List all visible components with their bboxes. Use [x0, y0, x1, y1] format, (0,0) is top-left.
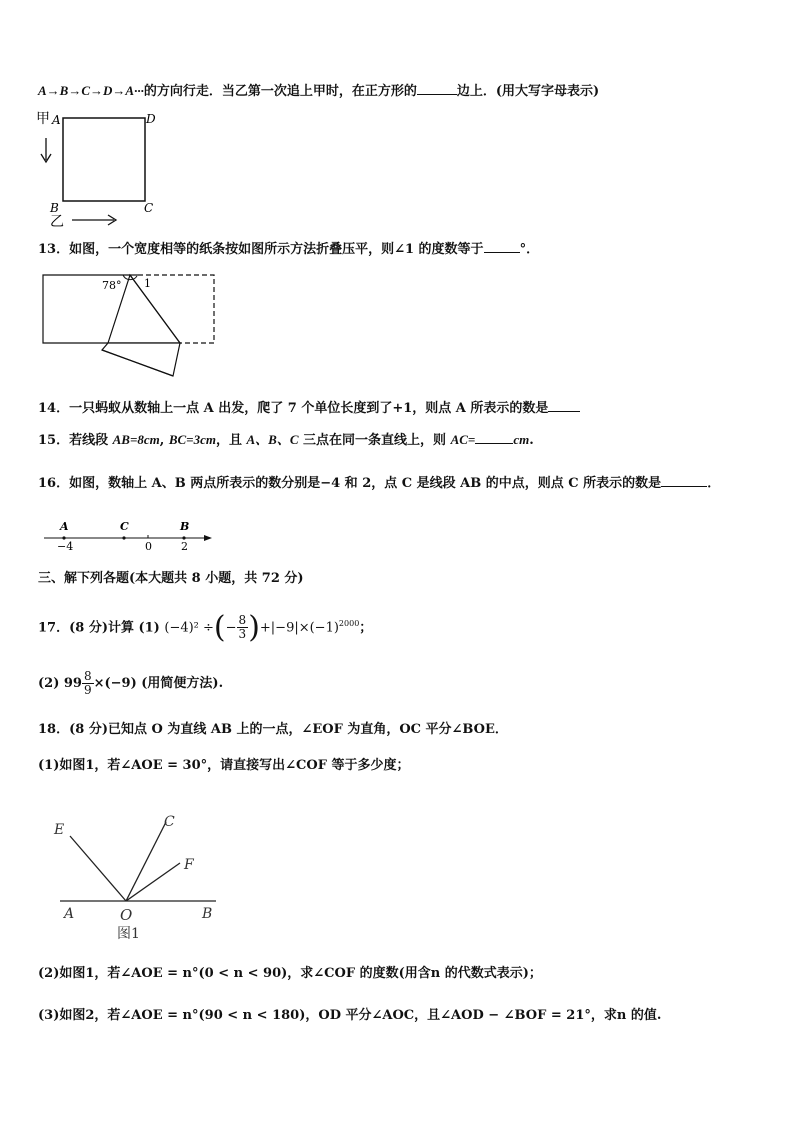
answer-blank[interactable]: [417, 82, 457, 95]
q18-angle-figure: [50, 808, 230, 948]
label-c: C: [164, 814, 175, 830]
label-a: A: [52, 113, 61, 127]
answer-blank[interactable]: [548, 399, 580, 412]
label-jia: 甲: [36, 111, 50, 127]
q17-part1: 17．(8 分)计算 (1) (−4)² ÷(− $\frac{8}{3}$ )$+|-9|\times(-1)^{2000}$；: [38, 609, 373, 645]
label-b: B: [50, 201, 59, 215]
answer-blank[interactable]: [475, 431, 513, 444]
label-a: A: [64, 906, 75, 922]
label-e: E: [54, 822, 65, 838]
label-yi: 乙: [50, 214, 64, 230]
label-o: O: [120, 906, 133, 924]
q18-part3: (3)如图2，若∠AOE = n°(90 < n < 180)，OD 平分∠AOC，且∠AOD − ∠BOF = 21°，求n 的值.: [38, 1008, 662, 1023]
point-a-label: A: [60, 520, 69, 533]
q18-part2: (2)如图1，若∠AOE = n°(0 < n < 90)，求∠COF 的度数(用含n 的代数式表示)；: [38, 966, 542, 981]
q14-text: 14．一只蚂蚁从数轴上一点 A 出发，爬了 7 个单位长度到了+1，则点 A 所表示的数是: [38, 399, 580, 418]
q12-square-figure: [30, 108, 160, 230]
label-f: F: [184, 857, 194, 873]
q18-intro: 18．(8 分)已知点 O 为直线 AB 上的一点，∠EOF 为直角，OC 平分∠BOE．: [38, 722, 508, 737]
q16-text: 16．如图，数轴上 A、B 两点所表示的数分别是−4 和 2，点 C 是线段 AB 的中点，则点 C 所表示的数是 ．: [38, 476, 721, 491]
q18-part1: (1)如图1，若∠AOE = 30°，请直接写出∠COF 等于多少度；: [38, 758, 410, 773]
q13-text: 13．如图，一个宽度相等的纸条按如图所示方法折叠压平，则∠1 的度数等于 °．: [38, 242, 540, 257]
label-b: B: [202, 906, 213, 922]
figure-caption: 图1: [117, 926, 140, 942]
q17-part2: (2) 99 $\frac{8}{9}$ ×(−9) (用简便方法).: [38, 669, 224, 697]
tick-minus4: −4: [57, 540, 74, 553]
q15-text: 15．若线段 AB=8cm, BC=3cm，且 A、B、C 三点在同一条直线上，则 AC= cm.: [38, 432, 534, 448]
q16-number-line: [40, 518, 220, 558]
answer-blank[interactable]: [484, 240, 520, 253]
tick-2: 2: [181, 540, 188, 553]
label-c: C: [144, 201, 154, 215]
point-b-label: B: [180, 520, 190, 533]
angle-1-label: 1: [144, 277, 151, 290]
answer-blank[interactable]: [661, 474, 707, 487]
point-c-label: C: [120, 520, 129, 533]
section-3-title: 三、解下列各题(本大题共 8 小题，共 72 分): [38, 571, 304, 586]
angle-78-label: 78°: [102, 279, 122, 292]
q12-text: A→B→C→D→A···的方向行走．当乙第一次追上甲时，在正方形的 边上．(用大写字母表示): [38, 83, 600, 99]
q13-paper-strip-figure: [40, 268, 220, 380]
label-d: D: [146, 112, 156, 126]
tick-0: 0: [145, 540, 152, 553]
